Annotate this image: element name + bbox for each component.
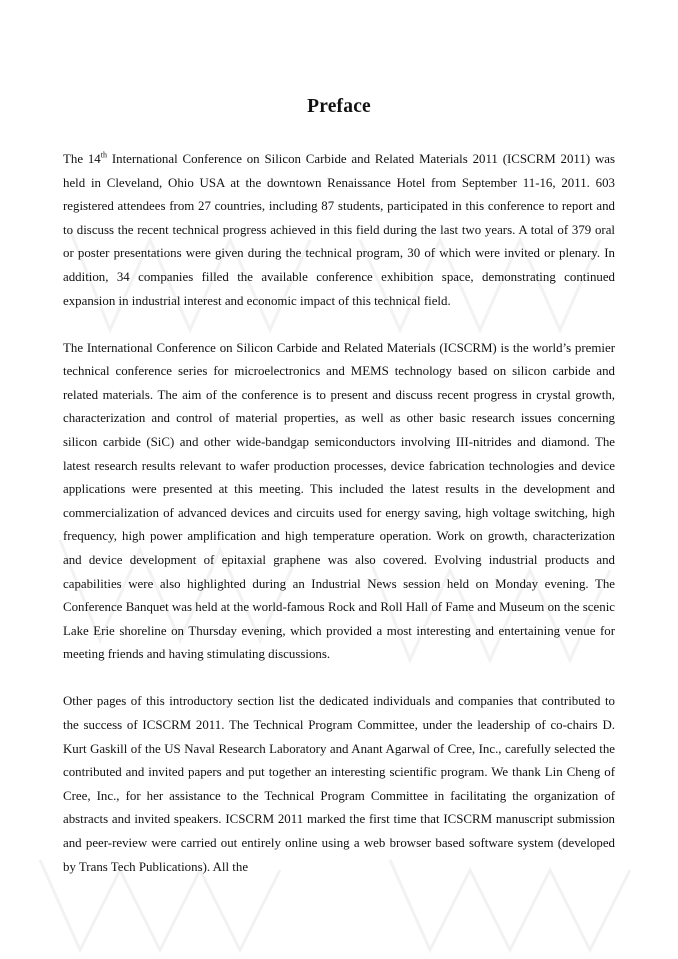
- preface-page: [63, 96, 615, 903]
- page-title: Preface: [307, 96, 371, 117]
- ordinal-superscript: th: [100, 150, 107, 160]
- paragraph-acknowledgements: Other pages of this introductory section list the dedicated individuals and companies that contributed to the success of ICSCRM 2011. The Technical Program Committee, under the leadership of co-chairs D. Kurt Gaskill of the US Naval Research Laboratory and Anant Agarwal of Cree, Inc., carefully selected the contributed and invited papers and put together an interesting scientific program. We thank Lin Cheng of Cree, Inc., for her assistance to the Technical Program Committee in facilitating the organization of abstracts and invited speakers. ICSCRM 2011 marked the first time that ICSCRM manuscript submission and peer-review were carried out entirely online using a web browser based software system (developed by Trans Tech Publications). All the: [63, 694, 615, 874]
- paragraph-conference-overview: [63, 148, 615, 313]
- paragraph-conference-series: The International Conference on Silicon Carbide and Related Materials (ICSCRM) is the world’s premier technical conference series for microelectronics and MEMS technology based on silicon carbide and related materials. The aim of the conference is to present and discuss recent progress in crystal growth, characterization and control of material properties, as well as other basic research issues concerning silicon carbide (SiC) and other wide-bandgap semiconductors involving III-nitrides and diamond. The latest research results relevant to wafer production processes, device fabrication technologies and device applications were presented at this meeting. This included the latest results in the development and commercialization of advanced devices and circuits used for energy saving, high voltage switching, high frequency, high power amplification and high temperature operation. Work on growth, characterization and device development of epitaxial graphene was also covered. Evolving industrial products and capabilities were also highlighted during an Industrial News session held on Monday evening. The Conference Banquet was held at the world-famous Rock and Roll Hall of Fame and Museum on the scenic Lake Erie shoreline on Thursday evening, which provided a most interesting and entertaining venue for meeting friends and having stimulating discussions.: [63, 340, 615, 662]
- paragraph-1-rest: International Conference on Silicon Carbide and Related Materials 2011 (ICSCRM 2011) was held in Cleveland, Ohio USA at the downtown Renaissance Hotel from September 11-16, 2011. 603 registered attendees from 27 countries, including 87 students, participated in this conference to report and to discuss the recent technical progress achieved in this field during the last two years. A total of 379 oral or poster presentations were given during the technical program, 30 of which were invited or plenary. In addition, 34 companies filled the available conference exhibition space, demonstrating continued expansion in industrial interest and economic impact of this technical field.: [63, 152, 615, 308]
- paragraph-1-prefix: The 14: [63, 152, 101, 166]
